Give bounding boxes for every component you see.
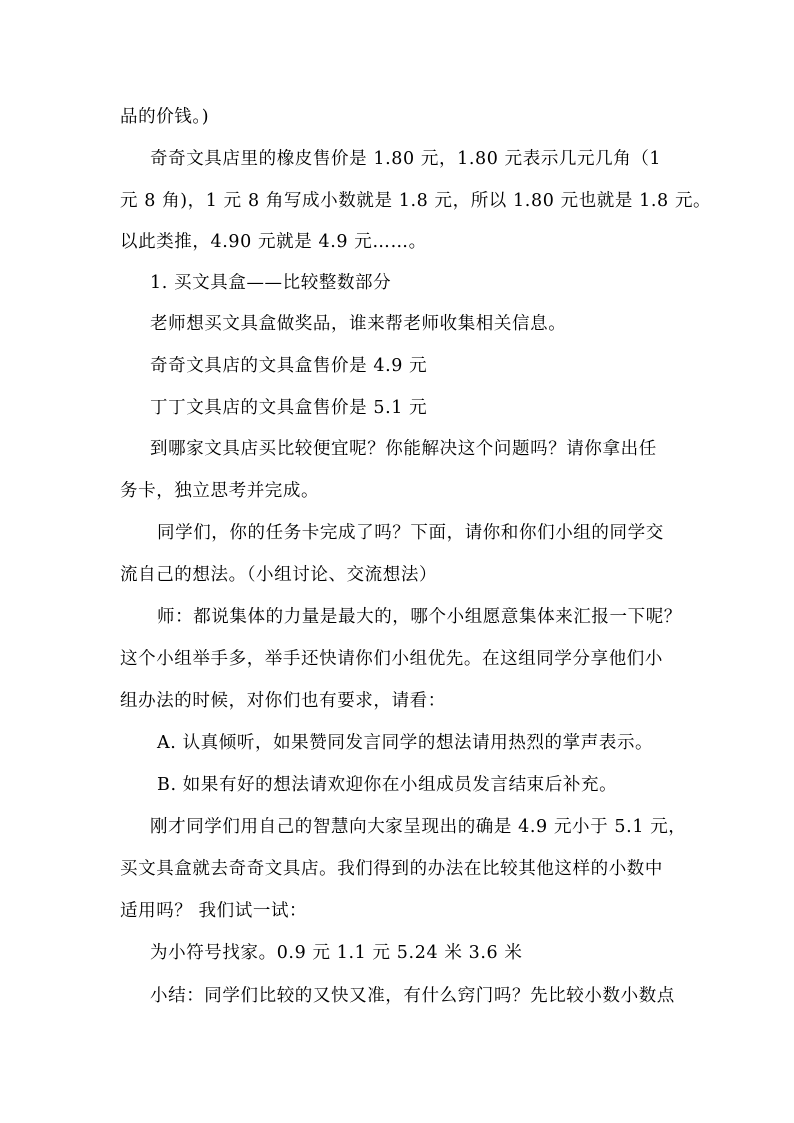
text-line-8: 丁丁文具店的文具盒售价是 5.1 元 [150, 398, 428, 418]
text-line-4: 以此类推，4.90 元就是 4.9 元……。 [120, 232, 427, 252]
text-line-18: 刚才同学们用自己的智慧向大家呈现出的确是 4.9 元小于 5.1 元， [150, 817, 687, 837]
text-line-3: 元 8 角)，1 元 8 角写成小数就是 1.8 元，所以 1.80 元也就是 1.8 元。 [120, 191, 712, 211]
text-line-12: 流自己的想法。（小组讨论、交流想法） [120, 565, 438, 585]
text-line-20: 适用吗？ 我们试一试： [120, 901, 308, 921]
text-line-11: 同学们，你的任务卡完成了吗？下面，请你和你们小组的同学交 [157, 523, 664, 543]
requirement-a: A. 认真倾听，如果赞同发言同学的想法请用热烈的掌声表示。 [157, 733, 654, 753]
text-line-10: 务卡，独立思考并完成。 [120, 481, 320, 501]
text-line-19: 买文具盒就去奇奇文具店。我们得到的办法在比较其他这样的小数中 [120, 859, 663, 879]
requirement-b: B. 如果有好的想法请欢迎你在小组成员发言结束后补充。 [157, 775, 618, 795]
section-heading: 1. 买文具盒——比较整数部分 [150, 273, 392, 293]
text-line-9: 到哪家文具店买比较便宜呢？你能解决这个问题吗？请你拿出任 [150, 439, 657, 459]
text-line-13: 师：都说集体的力量是最大的，哪个小组愿意集体来汇报一下呢？ [157, 607, 682, 627]
exercise-line: 为小符号找家。0.9 元 1.1 元 5.24 米 3.6 米 [150, 943, 523, 963]
text-line-6: 老师想买文具盒做奖品，谁来帮老师收集相关信息。 [150, 314, 567, 334]
text-line-1: 品的价钱。) [120, 107, 210, 127]
summary-line: 小结：同学们比较的又快又准，有什么窍门吗？先比较小数小数点 [150, 986, 675, 1006]
text-line-14: 这个小组举手多，举手还快请你们小组优先。在这组同学分享他们小 [120, 649, 663, 669]
text-line-7: 奇奇文具店的文具盒售价是 4.9 元 [150, 356, 428, 376]
text-line-2: 奇奇文具店里的橡皮售价是 1.80 元，1.80 元表示几元几角（1 [150, 149, 662, 169]
text-line-15: 组办法的时候，对你们也有要求，请看： [120, 691, 446, 711]
